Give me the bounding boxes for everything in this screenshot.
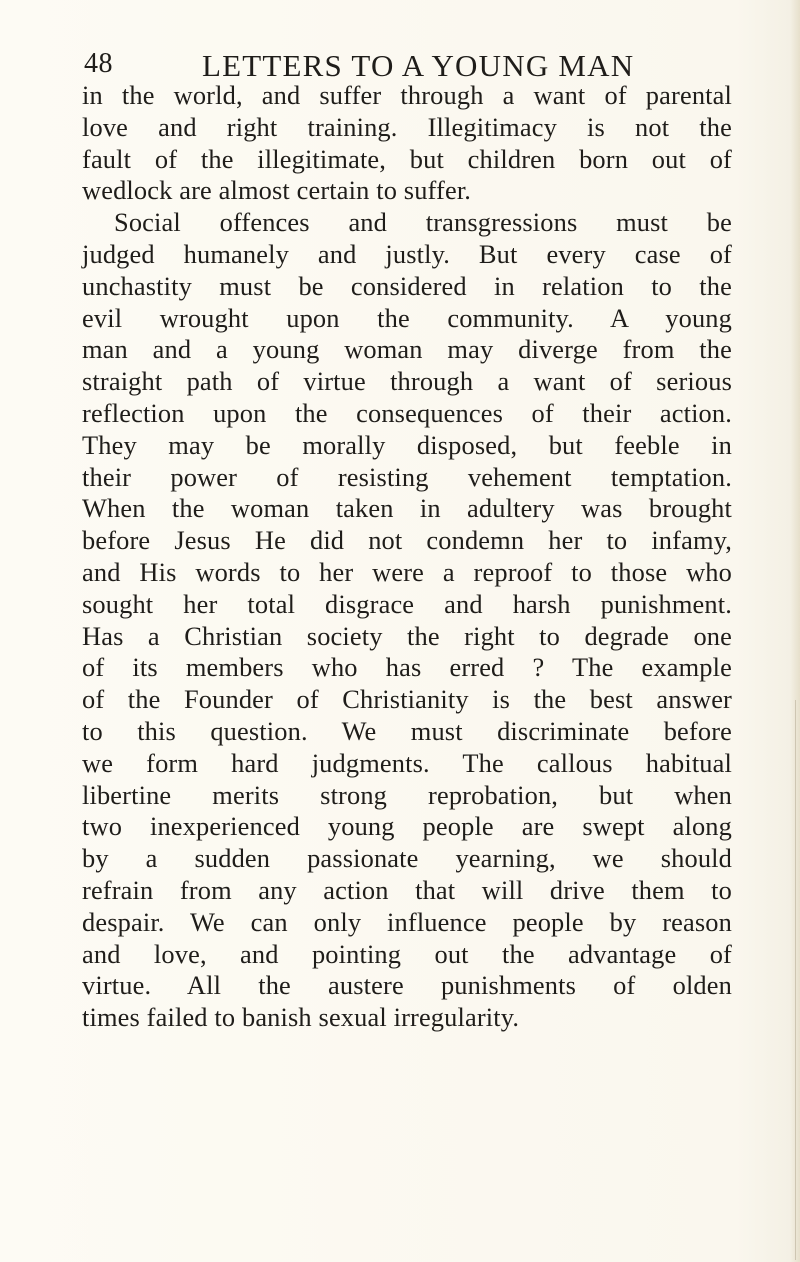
text-line: sought her total disgrace and harsh punishment. bbox=[82, 588, 732, 619]
page-number: 48 bbox=[84, 48, 113, 79]
text-line: They may be morally disposed, but feeble in bbox=[82, 429, 732, 460]
text-line: and love, and pointing out the advantage of bbox=[82, 938, 732, 969]
text-line: their power of resisting vehement temptation. bbox=[82, 461, 732, 492]
text-line: despair. We can only influence people by reason bbox=[82, 906, 732, 937]
text-line: straight path of virtue through a want of serious bbox=[82, 366, 732, 397]
text-line: virtue. All the austere punishments of olden bbox=[82, 970, 732, 1001]
text-line: When the woman taken in adultery was brought bbox=[82, 493, 732, 524]
text-line: to this question. We must discriminate before bbox=[82, 715, 732, 746]
text-line: and His words to her were a reproof to those who bbox=[82, 556, 732, 587]
body-text bbox=[82, 80, 732, 1034]
text-line: refrain from any action that will drive them to bbox=[82, 874, 732, 905]
text-line: times failed to banish sexual irregularity. bbox=[82, 1002, 520, 1033]
text-line: love and right training. Illegitimacy is not the bbox=[82, 111, 732, 142]
text-line: fault of the illegitimate, but children born out of bbox=[82, 143, 732, 174]
text-line: wedlock are almost certain to suffer. bbox=[82, 175, 472, 206]
text-line: judged humanely and justly. But every case of bbox=[82, 238, 732, 269]
page-edge-line bbox=[795, 700, 796, 1260]
text-line: Has a Christian society the right to degrade one bbox=[82, 620, 732, 651]
text-line: we form hard judgments. The callous habitual bbox=[82, 747, 732, 778]
text-line: of the Founder of Christianity is the best answer bbox=[82, 684, 732, 715]
running-title: LETTERS TO A YOUNG MAN bbox=[202, 48, 635, 83]
text-line: evil wrought upon the community. A young bbox=[82, 302, 732, 333]
text-line: unchastity must be considered in relation to the bbox=[82, 270, 732, 301]
text-line: man and a young woman may diverge from the bbox=[82, 334, 732, 365]
text-line: of its members who has erred ? The example bbox=[82, 652, 732, 683]
text-line: Social offences and transgressions must be bbox=[114, 207, 732, 238]
text-line: reflection upon the consequences of their action. bbox=[82, 397, 732, 428]
text-line: in the world, and suffer through a want of parental bbox=[82, 80, 732, 110]
text-line: two inexperienced young people are swept along bbox=[82, 811, 732, 842]
text-line: before Jesus He did not condemn her to infamy, bbox=[82, 525, 732, 556]
text-line: by a sudden passionate yearning, we should bbox=[82, 843, 732, 874]
text-line: libertine merits strong reprobation, but when bbox=[82, 779, 732, 810]
